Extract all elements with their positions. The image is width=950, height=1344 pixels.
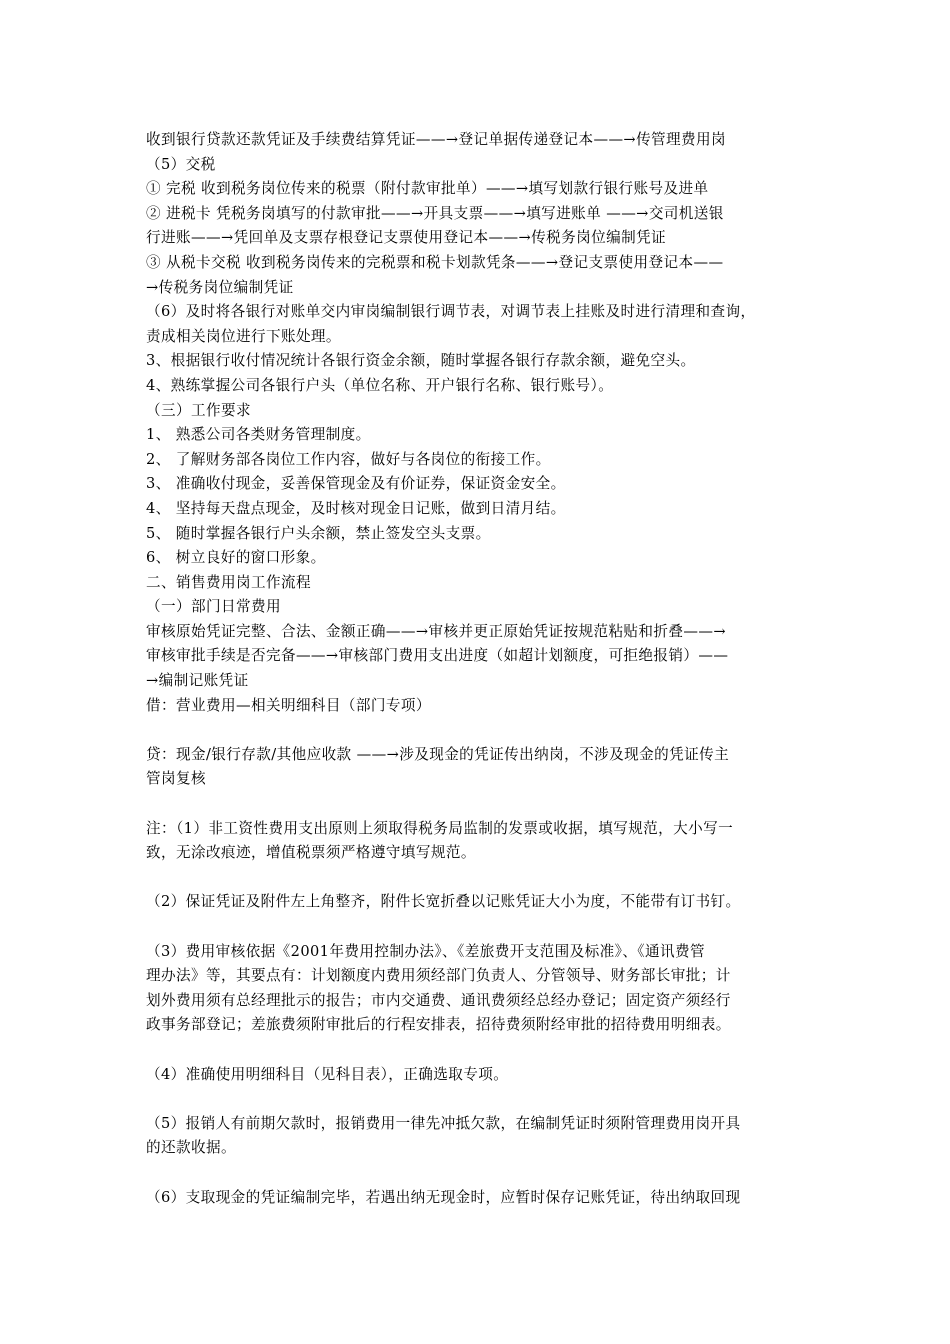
text-line: 审核审批手续是否完备——→审核部门费用支出进度（如超计划额度，可拒绝报销）——	[146, 647, 729, 665]
blank-line	[146, 915, 814, 940]
text-line: 理办法》等，其要点有：计划额度内费用须经部门负责人、分管领导、财务部长审批；计	[146, 967, 731, 985]
blank-line	[146, 792, 814, 817]
text-line: （3）费用审核依据《2001年费用控制办法》、《差旅费开支范围及标准》、《通讯费管	[146, 942, 706, 960]
text-line: 2、 了解财务部各岗位工作内容，做好与各岗位的衔接工作。	[146, 450, 551, 468]
text-line: 划外费用须有总经理批示的报告；市内交通费、通讯费须经总经办登记；固定资产须经行	[146, 991, 731, 1009]
text-line: 借：营业费用—相关明细科目（部门专项）	[146, 696, 431, 714]
text-line: 政事务部登记；差旅费须附审批后的行程安排表，招待费须附经审批的招待费用明细表。	[146, 1016, 731, 1034]
text-line: →传税务岗位编制凭证	[146, 278, 294, 296]
text-line: 的还款收据。	[146, 1139, 236, 1157]
text-line: 3、根据银行收付情况统计各银行资金余额，随时掌握各银行存款余额，避免空头。	[146, 352, 696, 370]
text-line: 4、熟练掌握公司各银行户头（单位名称、开户银行名称、银行账号）。	[146, 376, 614, 394]
text-line: （4）准确使用明细科目（见科目表），正确选取专项。	[146, 1065, 509, 1083]
text-line: （6）及时将各银行对账单交内审岗编制银行调节表，对调节表上挂账及时进行清理和查询，	[146, 303, 756, 321]
text-line: 5、 随时掌握各银行户头余额，禁止签发空头支票。	[146, 524, 491, 542]
document-body	[146, 128, 814, 1210]
text-line: 1、 熟悉公司各类财务管理制度。	[146, 426, 371, 444]
text-line: 责成相关岗位进行下账处理。	[146, 327, 341, 345]
text-line: 致，无涂改痕迹，增值税票须严格遵守填写规范。	[146, 844, 476, 862]
blank-line	[146, 1038, 814, 1063]
text-line: ③ 从税卡交税 收到税务岗传来的完税票和税卡划款凭条——→登记支票使用登记本——	[146, 253, 724, 271]
text-line: 3、 准确收付现金，妥善保管现金及有价证券，保证资金安全。	[146, 475, 566, 493]
text-line: 6、 树立良好的窗口形象。	[146, 549, 326, 567]
text-line: ② 进税卡 凭税务岗填写的付款审批——→开具支票——→填写进账单 ——→交司机送银	[146, 204, 724, 222]
text-line: （6）支取现金的凭证编制完毕，若遇出纳无现金时，应暂时保存记账凭证，待出纳取回现	[146, 1188, 741, 1206]
text-line: 贷：现金/银行存款/其他应收款 ——→涉及现金的凭证传出纳岗，不涉及现金的凭证传主	[146, 745, 730, 763]
blank-line	[146, 1161, 814, 1186]
text-line: 审核原始凭证完整、合法、金额正确——→审核并更正原始凭证按规范粘贴和折叠——→	[146, 622, 727, 640]
text-line: （2）保证凭证及附件左上角整齐，附件长宽折叠以记账凭证大小为度，不能带有订书钉。	[146, 893, 741, 911]
text-line: 行进账——→凭回单及支票存根登记支票使用登记本——→传税务岗位编制凭证	[146, 229, 667, 247]
text-line: →编制记账凭证	[146, 672, 249, 690]
blank-line	[146, 866, 814, 891]
text-line: ① 完税 收到税务岗位传来的税票（附付款审批单）——→填写划款行银行账号及进单	[146, 180, 709, 198]
text-line: （5）报销人有前期欠款时，报销费用一律先冲抵欠款，在编制凭证时须附管理费用岗开具	[146, 1114, 741, 1132]
blank-line	[146, 1087, 814, 1112]
text-line: 管岗复核	[146, 770, 206, 788]
text-line: （5）交税	[146, 155, 216, 173]
text-line: （三）工作要求	[146, 401, 251, 419]
text-line: 二、销售费用岗工作流程	[146, 573, 311, 591]
blank-line	[146, 718, 814, 743]
text-line: 4、 坚持每天盘点现金，及时核对现金日记账，做到日清月结。	[146, 499, 566, 517]
text-line: 收到银行贷款还款凭证及手续费结算凭证——→登记单据传递登记本——→传管理费用岗	[146, 131, 727, 148]
text-line: （一）部门日常费用	[146, 598, 281, 616]
text-line: 注：（1）非工资性费用支出原则上须取得税务局监制的发票或收据，填写规范，大小写一	[146, 819, 734, 837]
